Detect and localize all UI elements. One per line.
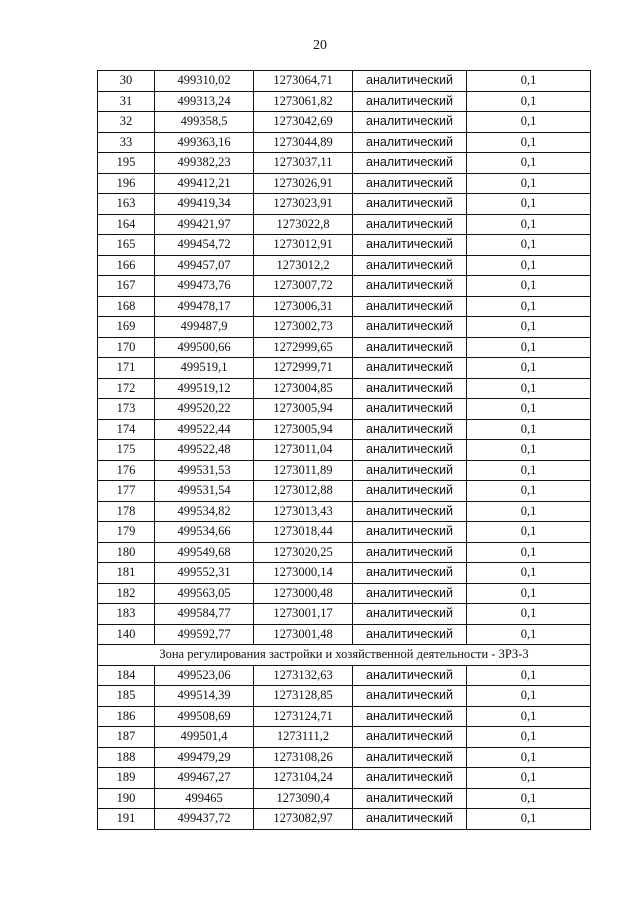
table-row xyxy=(98,399,591,420)
point-number-cell: 191 xyxy=(98,809,155,830)
method-cell: аналитический xyxy=(353,317,467,338)
point-number-cell: 30 xyxy=(98,71,155,92)
method-cell: аналитический xyxy=(353,358,467,379)
method-cell: аналитический xyxy=(353,501,467,522)
y-coordinate-cell: 1273042,69 xyxy=(254,112,353,133)
point-number-cell: 180 xyxy=(98,542,155,563)
y-coordinate-cell: 1273124,71 xyxy=(254,706,353,727)
accuracy-cell: 0,1 xyxy=(467,153,591,174)
y-coordinate-cell: 1273000,48 xyxy=(254,583,353,604)
y-coordinate-cell: 1273012,2 xyxy=(254,255,353,276)
x-coordinate-cell: 499552,31 xyxy=(155,563,254,584)
table-row xyxy=(98,337,591,358)
table-row xyxy=(98,460,591,481)
x-coordinate-cell: 499454,72 xyxy=(155,235,254,256)
table-row xyxy=(98,317,591,338)
accuracy-cell: 0,1 xyxy=(467,624,591,645)
table-row xyxy=(98,706,591,727)
method-cell: аналитический xyxy=(353,665,467,686)
y-coordinate-cell: 1273026,91 xyxy=(254,173,353,194)
x-coordinate-cell: 499465 xyxy=(155,788,254,809)
y-coordinate-cell: 1273018,44 xyxy=(254,522,353,543)
y-coordinate-cell: 1273006,31 xyxy=(254,296,353,317)
accuracy-cell: 0,1 xyxy=(467,296,591,317)
table-row xyxy=(98,583,591,604)
accuracy-cell: 0,1 xyxy=(467,337,591,358)
accuracy-cell: 0,1 xyxy=(467,706,591,727)
point-number-cell: 170 xyxy=(98,337,155,358)
y-coordinate-cell: 1273005,94 xyxy=(254,399,353,420)
method-cell: аналитический xyxy=(353,624,467,645)
method-cell: аналитический xyxy=(353,235,467,256)
point-number-cell: 167 xyxy=(98,276,155,297)
accuracy-cell: 0,1 xyxy=(467,112,591,133)
table-row xyxy=(98,481,591,502)
y-coordinate-cell: 1273011,04 xyxy=(254,440,353,461)
point-number-cell: 188 xyxy=(98,747,155,768)
y-coordinate-cell: 1272999,71 xyxy=(254,358,353,379)
x-coordinate-cell: 499584,77 xyxy=(155,604,254,625)
y-coordinate-cell: 1272999,65 xyxy=(254,337,353,358)
method-cell: аналитический xyxy=(353,337,467,358)
point-number-cell: 173 xyxy=(98,399,155,420)
accuracy-cell: 0,1 xyxy=(467,194,591,215)
zone-heading: Зона регулирования застройки и хозяйственной деятельности - ЗРЗ-3 xyxy=(98,645,591,666)
x-coordinate-cell: 499592,77 xyxy=(155,624,254,645)
table-row xyxy=(98,378,591,399)
point-number-cell: 166 xyxy=(98,255,155,276)
y-coordinate-cell: 1273108,26 xyxy=(254,747,353,768)
y-coordinate-cell: 1273111,2 xyxy=(254,727,353,748)
x-coordinate-cell: 499514,39 xyxy=(155,686,254,707)
table-row xyxy=(98,153,591,174)
method-cell: аналитический xyxy=(353,112,467,133)
point-number-cell: 178 xyxy=(98,501,155,522)
x-coordinate-cell: 499531,54 xyxy=(155,481,254,502)
point-number-cell: 163 xyxy=(98,194,155,215)
point-number-cell: 32 xyxy=(98,112,155,133)
accuracy-cell: 0,1 xyxy=(467,71,591,92)
x-coordinate-cell: 499478,17 xyxy=(155,296,254,317)
method-cell: аналитический xyxy=(353,91,467,112)
x-coordinate-cell: 499534,82 xyxy=(155,501,254,522)
point-number-cell: 189 xyxy=(98,768,155,789)
x-coordinate-cell: 499501,4 xyxy=(155,727,254,748)
x-coordinate-cell: 499310,02 xyxy=(155,71,254,92)
x-coordinate-cell: 499457,07 xyxy=(155,255,254,276)
method-cell: аналитический xyxy=(353,194,467,215)
accuracy-cell: 0,1 xyxy=(467,788,591,809)
table-row xyxy=(98,788,591,809)
accuracy-cell: 0,1 xyxy=(467,173,591,194)
accuracy-cell: 0,1 xyxy=(467,399,591,420)
x-coordinate-cell: 499522,44 xyxy=(155,419,254,440)
x-coordinate-cell: 499421,97 xyxy=(155,214,254,235)
point-number-cell: 33 xyxy=(98,132,155,153)
table-row xyxy=(98,727,591,748)
method-cell: аналитический xyxy=(353,768,467,789)
point-number-cell: 179 xyxy=(98,522,155,543)
coordinates-table xyxy=(97,70,591,830)
point-number-cell: 187 xyxy=(98,727,155,748)
accuracy-cell: 0,1 xyxy=(467,686,591,707)
method-cell: аналитический xyxy=(353,71,467,92)
method-cell: аналитический xyxy=(353,788,467,809)
x-coordinate-cell: 499412,21 xyxy=(155,173,254,194)
method-cell: аналитический xyxy=(353,481,467,502)
table-row xyxy=(98,91,591,112)
method-cell: аналитический xyxy=(353,132,467,153)
x-coordinate-cell: 499487,9 xyxy=(155,317,254,338)
x-coordinate-cell: 499473,76 xyxy=(155,276,254,297)
table-row xyxy=(98,194,591,215)
y-coordinate-cell: 1273000,14 xyxy=(254,563,353,584)
x-coordinate-cell: 499508,69 xyxy=(155,706,254,727)
x-coordinate-cell: 499522,48 xyxy=(155,440,254,461)
table-row xyxy=(98,809,591,830)
y-coordinate-cell: 1273012,88 xyxy=(254,481,353,502)
method-cell: аналитический xyxy=(353,583,467,604)
accuracy-cell: 0,1 xyxy=(467,358,591,379)
x-coordinate-cell: 499363,16 xyxy=(155,132,254,153)
table-row xyxy=(98,214,591,235)
method-cell: аналитический xyxy=(353,727,467,748)
accuracy-cell: 0,1 xyxy=(467,91,591,112)
x-coordinate-cell: 499479,29 xyxy=(155,747,254,768)
accuracy-cell: 0,1 xyxy=(467,583,591,604)
point-number-cell: 182 xyxy=(98,583,155,604)
y-coordinate-cell: 1273001,17 xyxy=(254,604,353,625)
x-coordinate-cell: 499519,12 xyxy=(155,378,254,399)
y-coordinate-cell: 1273128,85 xyxy=(254,686,353,707)
point-number-cell: 171 xyxy=(98,358,155,379)
point-number-cell: 185 xyxy=(98,686,155,707)
point-number-cell: 176 xyxy=(98,460,155,481)
table-row xyxy=(98,665,591,686)
table-row xyxy=(98,542,591,563)
y-coordinate-cell: 1273012,91 xyxy=(254,235,353,256)
x-coordinate-cell: 499467,27 xyxy=(155,768,254,789)
table-row xyxy=(98,358,591,379)
point-number-cell: 164 xyxy=(98,214,155,235)
accuracy-cell: 0,1 xyxy=(467,542,591,563)
y-coordinate-cell: 1273007,72 xyxy=(254,276,353,297)
x-coordinate-cell: 499549,68 xyxy=(155,542,254,563)
method-cell: аналитический xyxy=(353,563,467,584)
point-number-cell: 175 xyxy=(98,440,155,461)
accuracy-cell: 0,1 xyxy=(467,255,591,276)
accuracy-cell: 0,1 xyxy=(467,317,591,338)
accuracy-cell: 0,1 xyxy=(467,501,591,522)
point-number-cell: 195 xyxy=(98,153,155,174)
accuracy-cell: 0,1 xyxy=(467,235,591,256)
accuracy-cell: 0,1 xyxy=(467,214,591,235)
point-number-cell: 181 xyxy=(98,563,155,584)
accuracy-cell: 0,1 xyxy=(467,809,591,830)
method-cell: аналитический xyxy=(353,255,467,276)
table-row xyxy=(98,276,591,297)
accuracy-cell: 0,1 xyxy=(467,727,591,748)
table-row xyxy=(98,71,591,92)
method-cell: аналитический xyxy=(353,604,467,625)
point-number-cell: 31 xyxy=(98,91,155,112)
accuracy-cell: 0,1 xyxy=(467,522,591,543)
y-coordinate-cell: 1273022,8 xyxy=(254,214,353,235)
accuracy-cell: 0,1 xyxy=(467,768,591,789)
x-coordinate-cell: 499520,22 xyxy=(155,399,254,420)
method-cell: аналитический xyxy=(353,706,467,727)
y-coordinate-cell: 1273002,73 xyxy=(254,317,353,338)
point-number-cell: 165 xyxy=(98,235,155,256)
accuracy-cell: 0,1 xyxy=(467,481,591,502)
table-row xyxy=(98,501,591,522)
x-coordinate-cell: 499519,1 xyxy=(155,358,254,379)
coordinates-table-body xyxy=(98,71,591,830)
x-coordinate-cell: 499523,06 xyxy=(155,665,254,686)
accuracy-cell: 0,1 xyxy=(467,276,591,297)
y-coordinate-cell: 1273011,89 xyxy=(254,460,353,481)
table-row xyxy=(98,173,591,194)
method-cell: аналитический xyxy=(353,296,467,317)
table-row xyxy=(98,112,591,133)
accuracy-cell: 0,1 xyxy=(467,460,591,481)
y-coordinate-cell: 1273037,11 xyxy=(254,153,353,174)
y-coordinate-cell: 1273064,71 xyxy=(254,71,353,92)
x-coordinate-cell: 499500,66 xyxy=(155,337,254,358)
method-cell: аналитический xyxy=(353,276,467,297)
table-row xyxy=(98,747,591,768)
table-row xyxy=(98,522,591,543)
x-coordinate-cell: 499531,53 xyxy=(155,460,254,481)
page-number: 20 xyxy=(313,38,327,53)
method-cell: аналитический xyxy=(353,214,467,235)
method-cell: аналитический xyxy=(353,542,467,563)
table-row xyxy=(98,419,591,440)
table-row xyxy=(98,768,591,789)
accuracy-cell: 0,1 xyxy=(467,419,591,440)
accuracy-cell: 0,1 xyxy=(467,747,591,768)
zone-heading-row xyxy=(98,645,591,666)
y-coordinate-cell: 1273061,82 xyxy=(254,91,353,112)
point-number-cell: 184 xyxy=(98,665,155,686)
x-coordinate-cell: 499437,72 xyxy=(155,809,254,830)
table-row xyxy=(98,296,591,317)
table-row xyxy=(98,563,591,584)
accuracy-cell: 0,1 xyxy=(467,440,591,461)
accuracy-cell: 0,1 xyxy=(467,665,591,686)
y-coordinate-cell: 1273020,25 xyxy=(254,542,353,563)
y-coordinate-cell: 1273005,94 xyxy=(254,419,353,440)
y-coordinate-cell: 1273132,63 xyxy=(254,665,353,686)
method-cell: аналитический xyxy=(353,440,467,461)
x-coordinate-cell: 499382,23 xyxy=(155,153,254,174)
table-row xyxy=(98,440,591,461)
x-coordinate-cell: 499419,34 xyxy=(155,194,254,215)
accuracy-cell: 0,1 xyxy=(467,563,591,584)
point-number-cell: 177 xyxy=(98,481,155,502)
point-number-cell: 183 xyxy=(98,604,155,625)
point-number-cell: 140 xyxy=(98,624,155,645)
point-number-cell: 186 xyxy=(98,706,155,727)
method-cell: аналитический xyxy=(353,153,467,174)
table-row xyxy=(98,132,591,153)
y-coordinate-cell: 1273013,43 xyxy=(254,501,353,522)
method-cell: аналитический xyxy=(353,378,467,399)
point-number-cell: 172 xyxy=(98,378,155,399)
point-number-cell: 196 xyxy=(98,173,155,194)
y-coordinate-cell: 1273023,91 xyxy=(254,194,353,215)
x-coordinate-cell: 499534,66 xyxy=(155,522,254,543)
table-row xyxy=(98,604,591,625)
accuracy-cell: 0,1 xyxy=(467,132,591,153)
y-coordinate-cell: 1273090,4 xyxy=(254,788,353,809)
method-cell: аналитический xyxy=(353,522,467,543)
method-cell: аналитический xyxy=(353,460,467,481)
accuracy-cell: 0,1 xyxy=(467,604,591,625)
method-cell: аналитический xyxy=(353,747,467,768)
table-row xyxy=(98,235,591,256)
y-coordinate-cell: 1273104,24 xyxy=(254,768,353,789)
accuracy-cell: 0,1 xyxy=(467,378,591,399)
x-coordinate-cell: 499313,24 xyxy=(155,91,254,112)
x-coordinate-cell: 499563,05 xyxy=(155,583,254,604)
method-cell: аналитический xyxy=(353,809,467,830)
table-row xyxy=(98,255,591,276)
point-number-cell: 169 xyxy=(98,317,155,338)
point-number-cell: 190 xyxy=(98,788,155,809)
y-coordinate-cell: 1273004,85 xyxy=(254,378,353,399)
method-cell: аналитический xyxy=(353,419,467,440)
table-row xyxy=(98,686,591,707)
point-number-cell: 174 xyxy=(98,419,155,440)
point-number-cell: 168 xyxy=(98,296,155,317)
y-coordinate-cell: 1273044,89 xyxy=(254,132,353,153)
method-cell: аналитический xyxy=(353,686,467,707)
method-cell: аналитический xyxy=(353,173,467,194)
x-coordinate-cell: 499358,5 xyxy=(155,112,254,133)
method-cell: аналитический xyxy=(353,399,467,420)
y-coordinate-cell: 1273001,48 xyxy=(254,624,353,645)
y-coordinate-cell: 1273082,97 xyxy=(254,809,353,830)
table-row xyxy=(98,624,591,645)
